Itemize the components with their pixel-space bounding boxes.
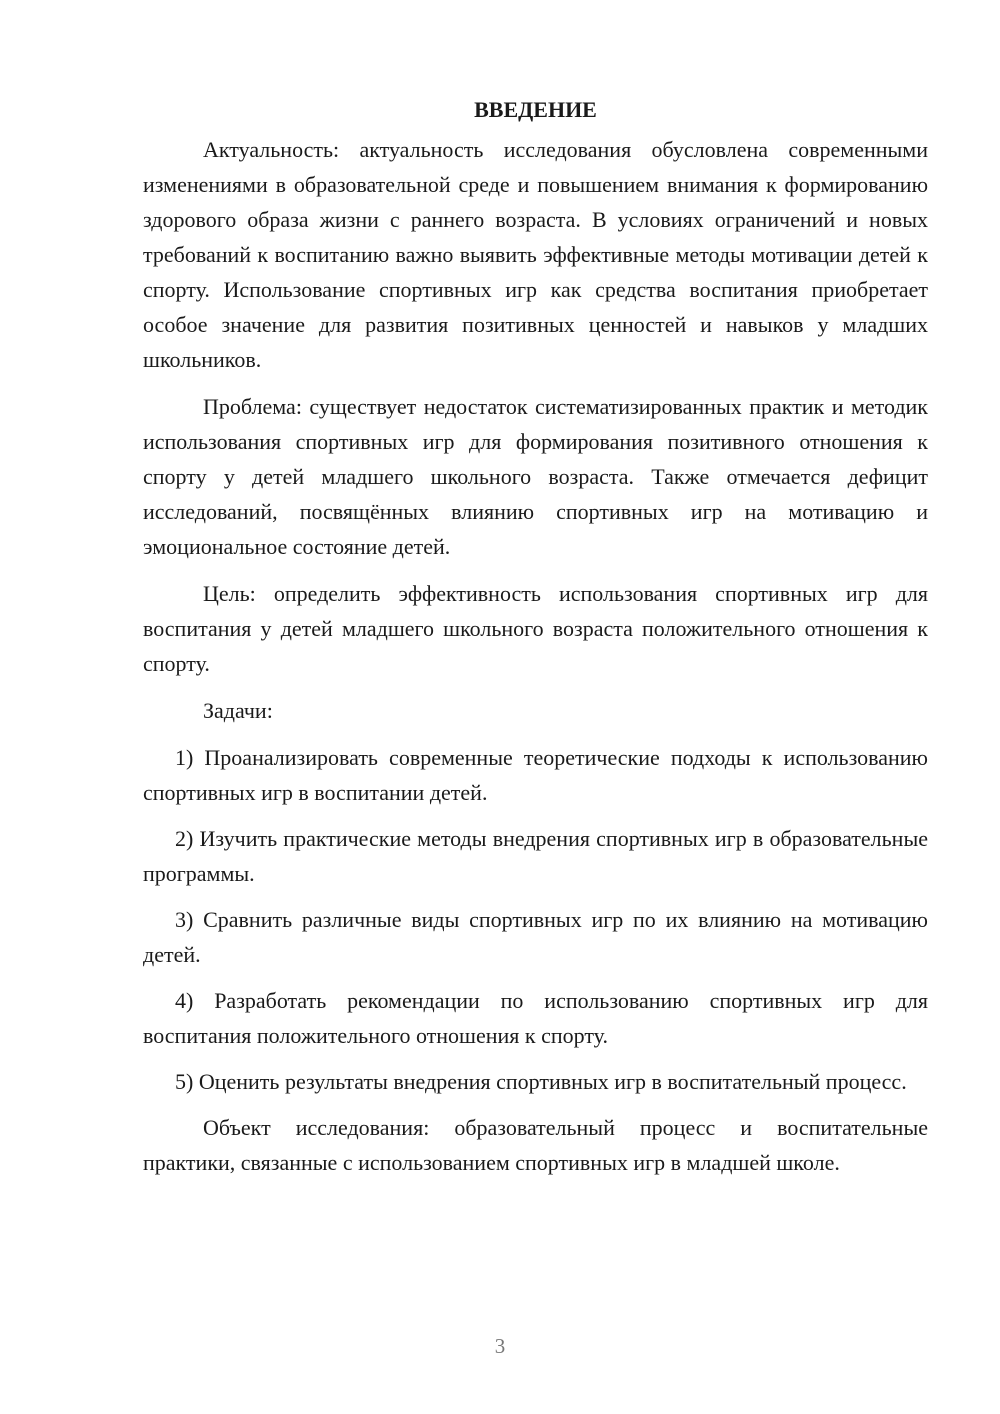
tasks-heading: Задачи: xyxy=(203,698,273,723)
task-item: 2) Изучить практические методы внедрения спортивных игр в образовательные программы. xyxy=(143,826,928,886)
task-item: 5) Оценить результаты внедрения спортивных игр в воспитательный процесс. xyxy=(175,1069,907,1094)
relevance-paragraph: Актуальность: актуальность исследования обусловлена современными изменениями в образовательной среде и повышением внимания к формированию здорового образа жизни с раннего возраста. В условиях ограничений и новых требований к воспитанию важно выявить эффективные методы мотивации детей к спорту. Использование спортивных игр как средства воспитания приобретает особое значение для развития позитивных ценностей и навыков у младших школьников. xyxy=(143,137,928,372)
document-page xyxy=(143,92,928,1192)
object-paragraph: Объект исследования: образовательный процесс и воспитательные практики, связанные с использованием спортивных игр в младшей школе. xyxy=(143,1115,928,1175)
task-item: 1) Проанализировать современные теоретические подходы к использованию спортивных игр в воспитании детей. xyxy=(143,745,928,805)
task-item: 4) Разработать рекомендации по использованию спортивных игр для воспитания положительного отношения к спорту. xyxy=(143,988,928,1048)
section-title: ВВЕДЕНИЕ xyxy=(474,97,597,122)
task-item: 3) Сравнить различные виды спортивных игр по их влиянию на мотивацию детей. xyxy=(143,907,928,967)
page-number: 3 xyxy=(494,1334,506,1358)
problem-paragraph: Проблема: существует недостаток систематизированных практик и методик использования спортивных игр для формирования позитивного отношения к спорту у детей младшего школьного возраста. Также отмечается дефицит исследований, посвящённых влиянию спортивных игр на мотивацию и эмоциональное состояние детей. xyxy=(143,394,928,559)
goal-paragraph: Цель: определить эффективность использования спортивных игр для воспитания у детей младшего школьного возраста положительного отношения к спорту. xyxy=(143,581,928,676)
